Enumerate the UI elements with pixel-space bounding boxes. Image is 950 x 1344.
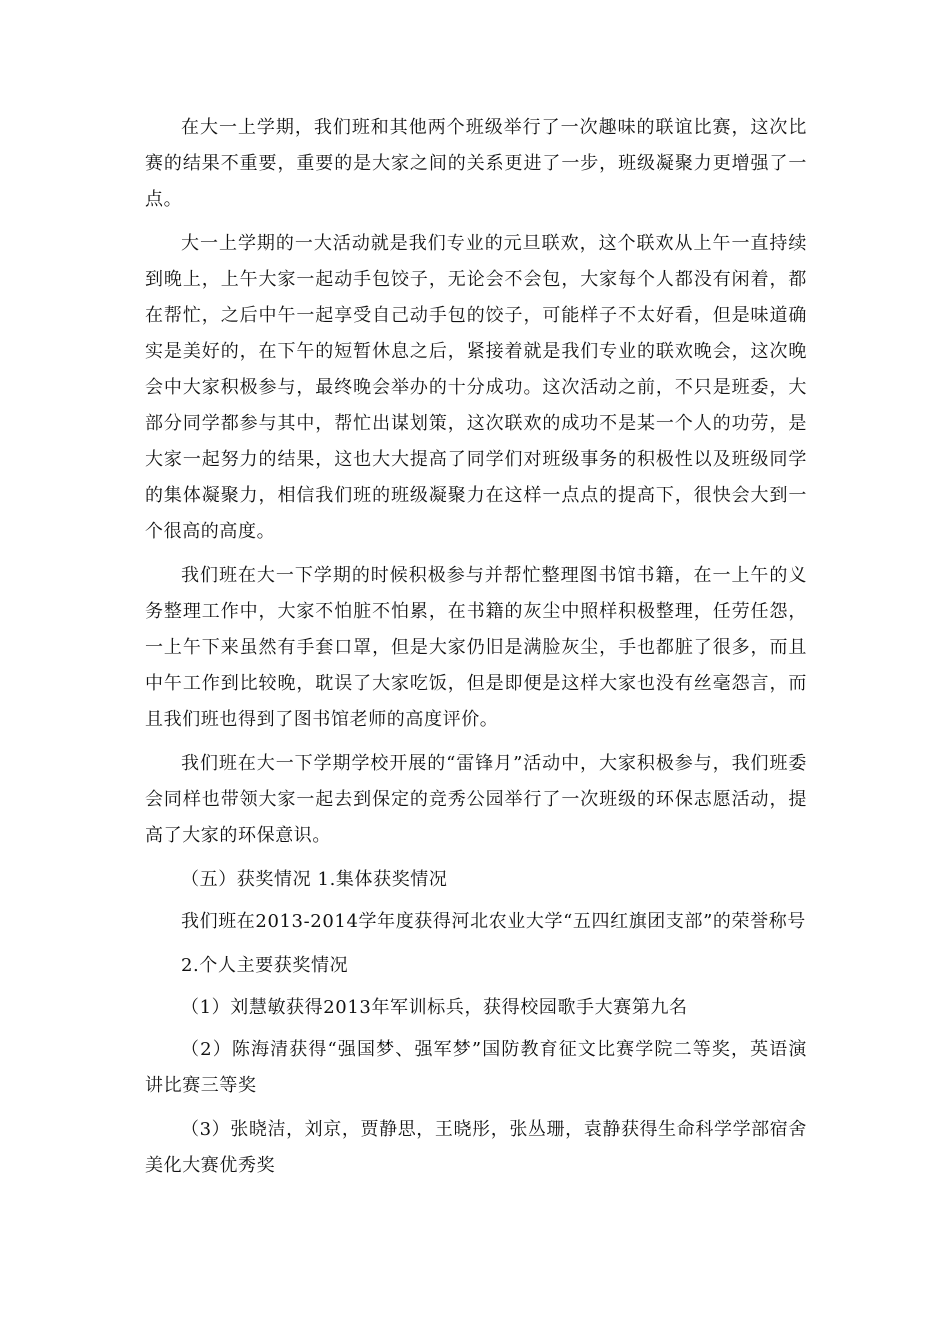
award-item-2: （2）陈海清获得“强国梦、强军梦”国防教育征文比赛学院二等奖，英语演讲比赛三等奖 — [145, 1039, 807, 1096]
document-body — [145, 110, 807, 1192]
paragraph-lei-feng-month: 我们班在大一下学期学校开展的“雷锋月”活动中，大家积极参与，我们班委会同样也带领大家一起去到保定的竞秀公园举行了一次班级的环保志愿活动，提高了大家的环保意识。 — [145, 753, 807, 846]
award-item-1: （1）刘慧敏获得2013年军训标兵，获得校园歌手大赛第九名 — [181, 997, 688, 1018]
paragraph-library-volunteering: 我们班在大一下学期的时候积极参与并帮忙整理图书馆书籍，在一上午的义务整理工作中，大家不怕脏不怕累，在书籍的灰尘中照样积极整理，任劳任怨，一上午下来虽然有手套口罩，但是大家仍旧是满脸灰尘，手也都脏了很多，而且中午工作到比较晚，耽误了大家吃饭，但是即便是这样大家也没有丝毫怨言，而且我们班也得到了图书馆老师的高度评价。 — [145, 565, 807, 730]
paragraph-collective-award: 我们班在2013-2014学年度获得河北农业大学“五四红旗团支部”的荣誉称号 — [181, 911, 806, 932]
award-item-3: （3）张晓洁，刘京，贾静思，王晓彤，张丛珊，袁静获得生命科学学部宿舍美化大赛优秀奖 — [145, 1119, 807, 1176]
subheading-individual-awards: 2.个人主要获奖情况 — [181, 955, 349, 976]
paragraph-joint-competition: 在大一上学期，我们班和其他两个班级举行了一次趣味的联谊比赛，这次比赛的结果不重要，重要的是大家之间的关系更进了一步，班级凝聚力更增强了一点。 — [145, 117, 807, 210]
paragraph-new-year-party: 大一上学期的一大活动就是我们专业的元旦联欢，这个联欢从上午一直持续到晚上，上午大家一起动手包饺子，无论会不会包，大家每个人都没有闲着，都在帮忙，之后中午一起享受自己动手包的饺子，可能样子不太好看，但是味道确实是美好的，在下午的短暂休息之后，紧接着就是我们专业的联欢晚会，这次晚会中大家积极参与，最终晚会举办的十分成功。这次活动之前，不只是班委，大部分同学都参与其中，帮忙出谋划策，这次联欢的成功不是某一个人的功劳，是大家一起努力的结果，这也大大提高了同学们对班级事务的积极性以及班级同学的集体凝聚力，相信我们班的班级凝聚力在这样一点点的提高下，很快会大到一个很高的高度。 — [145, 233, 807, 542]
section-heading-awards: （五）获奖情况 1.集体获奖情况 — [181, 869, 448, 890]
